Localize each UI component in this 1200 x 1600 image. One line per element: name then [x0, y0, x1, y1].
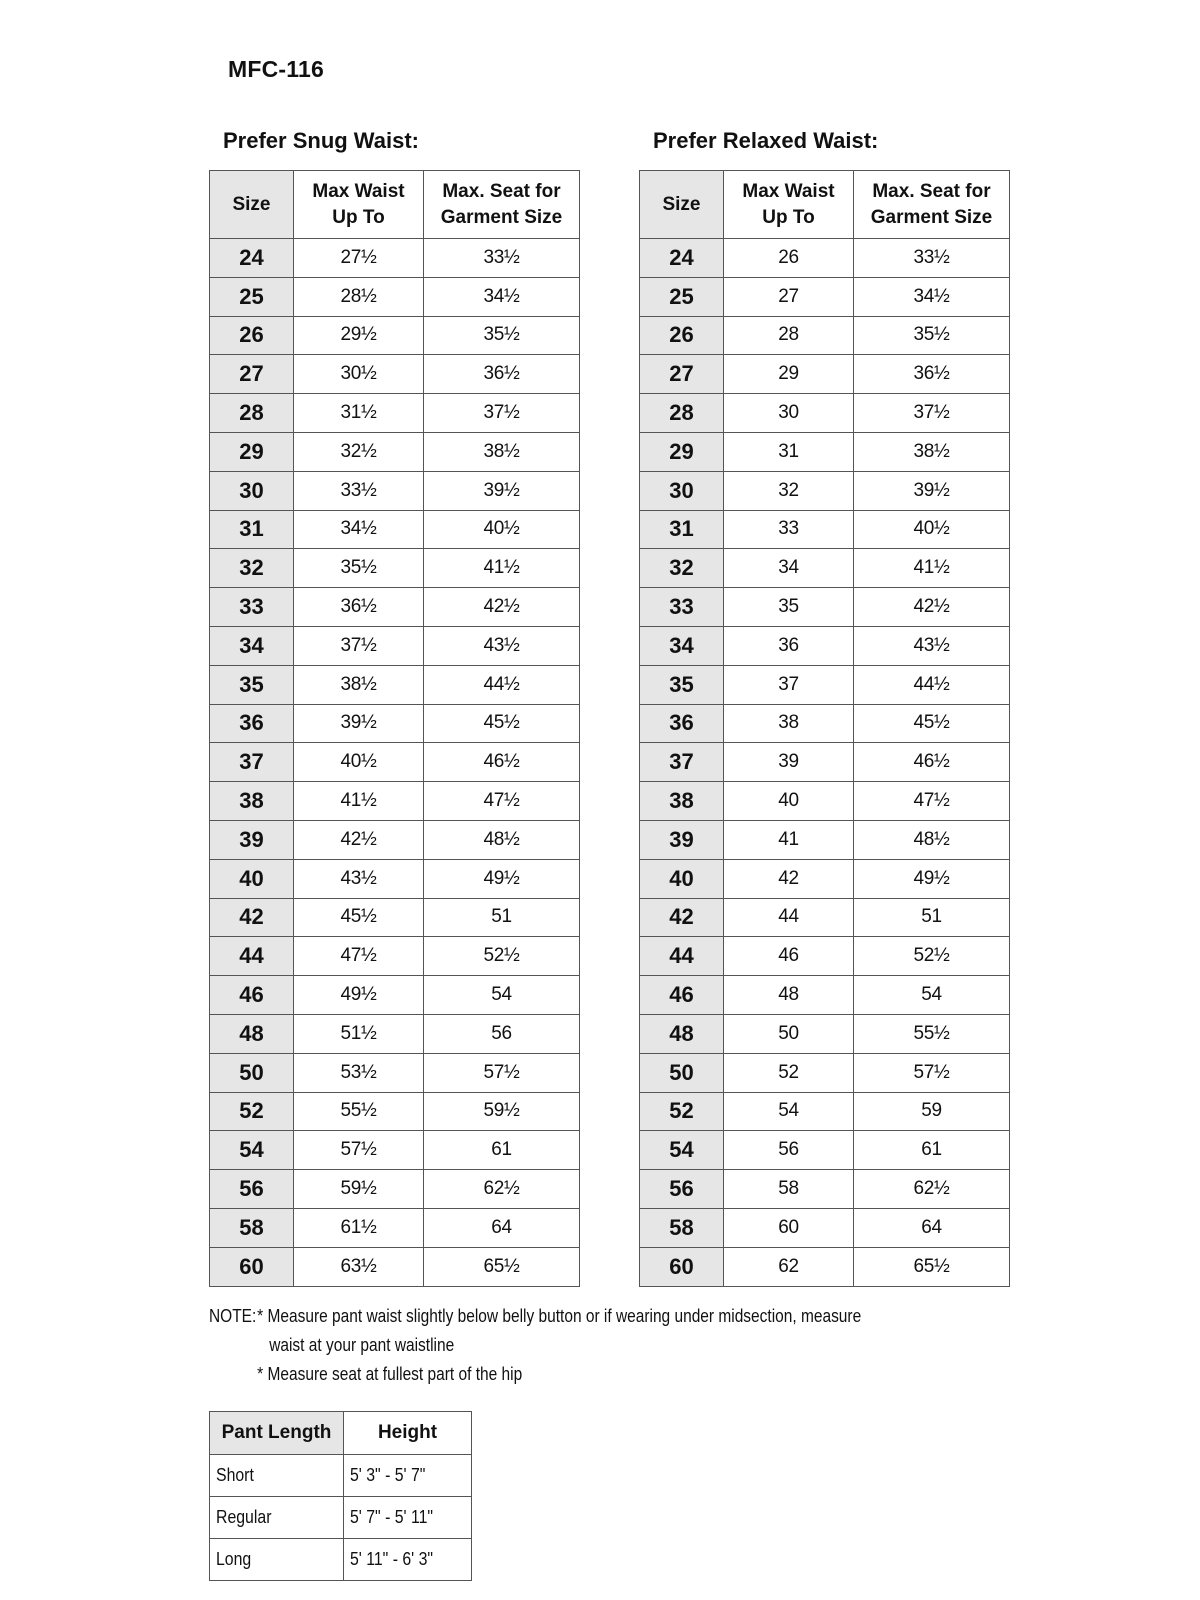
max-waist-cell: 45½ [294, 898, 424, 937]
max-seat-cell: 54 [424, 976, 580, 1015]
pant-length-cell [210, 1539, 344, 1581]
size-cell: 25 [640, 277, 724, 316]
relaxed-table-body [640, 239, 1010, 1287]
max-seat-cell: 55½ [854, 1014, 1010, 1053]
table-row [210, 665, 580, 704]
table-row [640, 1208, 1010, 1247]
max-waist-cell: 57½ [294, 1131, 424, 1170]
height-cell [344, 1539, 472, 1581]
table-row [210, 898, 580, 937]
max-waist-cell: 52 [724, 1053, 854, 1092]
max-seat-cell: 38½ [854, 432, 1010, 471]
table-row [210, 549, 580, 588]
note-item-seat: * Measure seat at fullest part of the hip [257, 1364, 523, 1384]
max-waist-cell: 35 [724, 588, 854, 627]
table-row [640, 1053, 1010, 1092]
max-seat-cell: 40½ [854, 510, 1010, 549]
table-row [210, 432, 580, 471]
table-row [640, 588, 1010, 627]
max-seat-cell: 39½ [424, 471, 580, 510]
max-seat-cell: 59½ [424, 1092, 580, 1131]
pant-length-cell [210, 1497, 344, 1539]
size-cell: 39 [210, 820, 294, 859]
max-seat-cell: 40½ [424, 510, 580, 549]
max-waist-cell: 55½ [294, 1092, 424, 1131]
height-cell [344, 1497, 472, 1539]
max-waist-cell: 48 [724, 976, 854, 1015]
table-row [640, 510, 1010, 549]
size-cell: 39 [640, 820, 724, 859]
max-waist-cell: 43½ [294, 859, 424, 898]
max-waist-cell: 27 [724, 277, 854, 316]
height-cell-text: 5' 3" - 5' 7" [350, 1465, 426, 1485]
table-row [640, 898, 1010, 937]
max-seat-cell: 44½ [854, 665, 1010, 704]
pant-length-body [210, 1455, 472, 1581]
max-waist-cell: 27½ [294, 239, 424, 278]
table-row [210, 1497, 472, 1539]
max-seat-cell: 57½ [854, 1053, 1010, 1092]
table-row [640, 704, 1010, 743]
size-cell: 34 [210, 626, 294, 665]
size-cell: 26 [640, 316, 724, 355]
pant-length-cell-text: Long [216, 1549, 252, 1569]
max-waist-cell: 39½ [294, 704, 424, 743]
max-waist-cell: 49½ [294, 976, 424, 1015]
size-cell: 48 [640, 1014, 724, 1053]
max-seat-cell: 42½ [854, 588, 1010, 627]
max-seat-cell: 65½ [854, 1247, 1010, 1286]
max-waist-cell: 32 [724, 471, 854, 510]
max-waist-header-line1: Max Waist [742, 180, 835, 202]
size-cell: 60 [640, 1247, 724, 1286]
size-cell: 37 [640, 743, 724, 782]
size-cell: 60 [210, 1247, 294, 1286]
table-header-row [640, 171, 1010, 239]
size-cell: 52 [640, 1092, 724, 1131]
max-waist-cell: 29½ [294, 316, 424, 355]
table-row [640, 471, 1010, 510]
table-row [210, 1053, 580, 1092]
max-waist-cell: 37½ [294, 626, 424, 665]
size-cell: 32 [640, 549, 724, 588]
max-waist-cell: 35½ [294, 549, 424, 588]
size-cell: 36 [640, 704, 724, 743]
max-seat-cell: 46½ [854, 743, 1010, 782]
table-row [640, 432, 1010, 471]
pant-length-cell [210, 1455, 344, 1497]
table-row [640, 316, 1010, 355]
max-waist-header [724, 171, 854, 239]
max-seat-cell: 48½ [424, 820, 580, 859]
size-cell: 56 [210, 1170, 294, 1209]
max-waist-header-line1: Max Waist [312, 180, 405, 202]
table-row [210, 976, 580, 1015]
max-seat-cell: 33½ [854, 239, 1010, 278]
table-row [640, 1131, 1010, 1170]
snug-waist-title: Prefer Snug Waist: [223, 128, 419, 153]
table-row [640, 239, 1010, 278]
max-waist-cell: 53½ [294, 1053, 424, 1092]
pant-length-cell-text: Short [216, 1465, 254, 1485]
table-row [210, 1170, 580, 1209]
max-waist-cell: 44 [724, 898, 854, 937]
max-seat-cell: 61 [424, 1131, 580, 1170]
table-header-row [210, 171, 580, 239]
size-cell: 44 [640, 937, 724, 976]
max-waist-cell: 41½ [294, 782, 424, 821]
table-header-row [210, 1412, 472, 1455]
max-seat-cell: 62½ [854, 1170, 1010, 1209]
size-cell: 27 [640, 355, 724, 394]
max-waist-cell: 60 [724, 1208, 854, 1247]
max-seat-cell: 45½ [424, 704, 580, 743]
max-seat-cell: 56 [424, 1014, 580, 1053]
height-cell [344, 1455, 472, 1497]
max-seat-cell: 65½ [424, 1247, 580, 1286]
note-label: NOTE: [209, 1306, 257, 1326]
table-row [210, 510, 580, 549]
table-row [210, 277, 580, 316]
size-cell: 24 [640, 239, 724, 278]
size-cell: 34 [640, 626, 724, 665]
measurement-note [209, 1302, 897, 1389]
max-seat-cell: 35½ [854, 316, 1010, 355]
max-waist-cell: 28½ [294, 277, 424, 316]
table-row [640, 1247, 1010, 1286]
max-seat-cell: 43½ [424, 626, 580, 665]
max-waist-cell: 28 [724, 316, 854, 355]
height-cell-text: 5' 11" - 6' 3" [350, 1549, 434, 1569]
size-cell: 28 [640, 394, 724, 433]
max-waist-cell: 34 [724, 549, 854, 588]
max-seat-cell: 61 [854, 1131, 1010, 1170]
max-waist-cell: 50 [724, 1014, 854, 1053]
size-header: Size [640, 171, 724, 239]
max-seat-cell: 52½ [854, 937, 1010, 976]
max-seat-cell: 41½ [854, 549, 1010, 588]
size-cell: 44 [210, 937, 294, 976]
note-item-waist: * Measure pant waist slightly below belly button or if wearing under midsection, measure waist at your pant waistline [257, 1306, 862, 1355]
relaxed-waist-title: Prefer Relaxed Waist: [653, 128, 879, 153]
size-cell: 46 [210, 976, 294, 1015]
max-waist-cell: 62 [724, 1247, 854, 1286]
table-row [210, 1131, 580, 1170]
max-waist-cell: 42 [724, 859, 854, 898]
max-seat-cell: 46½ [424, 743, 580, 782]
max-seat-cell: 38½ [424, 432, 580, 471]
size-cell: 31 [210, 510, 294, 549]
max-waist-cell: 56 [724, 1131, 854, 1170]
size-cell: 56 [640, 1170, 724, 1209]
table-row [210, 316, 580, 355]
size-cell: 58 [210, 1208, 294, 1247]
table-row [210, 1208, 580, 1247]
max-waist-cell: 58 [724, 1170, 854, 1209]
max-seat-header-line2: Garment Size [440, 206, 563, 228]
size-cell: 28 [210, 394, 294, 433]
max-seat-cell: 37½ [854, 394, 1010, 433]
max-waist-cell: 47½ [294, 937, 424, 976]
size-cell: 54 [210, 1131, 294, 1170]
max-waist-cell: 30½ [294, 355, 424, 394]
max-seat-cell: 64 [424, 1208, 580, 1247]
max-seat-cell: 34½ [854, 277, 1010, 316]
size-cell: 26 [210, 316, 294, 355]
max-waist-cell: 31½ [294, 394, 424, 433]
table-row [640, 1014, 1010, 1053]
max-waist-cell: 38½ [294, 665, 424, 704]
max-seat-cell: 42½ [424, 588, 580, 627]
size-cell: 31 [640, 510, 724, 549]
max-seat-cell: 35½ [424, 316, 580, 355]
snug-table-body [210, 239, 580, 1287]
max-waist-cell: 37 [724, 665, 854, 704]
size-cell: 27 [210, 355, 294, 394]
table-row [210, 743, 580, 782]
max-waist-cell: 61½ [294, 1208, 424, 1247]
max-seat-cell: 51 [424, 898, 580, 937]
max-seat-header-line1: Max. Seat for [442, 180, 561, 202]
size-cell: 32 [210, 549, 294, 588]
max-seat-cell: 34½ [424, 277, 580, 316]
size-header: Size [210, 171, 294, 239]
table-row [640, 1092, 1010, 1131]
max-seat-cell: 47½ [854, 782, 1010, 821]
table-row [640, 976, 1010, 1015]
max-waist-cell: 39 [724, 743, 854, 782]
max-seat-cell: 57½ [424, 1053, 580, 1092]
max-waist-cell: 26 [724, 239, 854, 278]
pant-length-cell-text: Regular [216, 1507, 272, 1527]
max-waist-header [294, 171, 424, 239]
max-seat-cell: 36½ [854, 355, 1010, 394]
max-waist-cell: 29 [724, 355, 854, 394]
max-seat-header-line2: Garment Size [870, 206, 993, 228]
table-row [210, 820, 580, 859]
size-cell: 50 [640, 1053, 724, 1092]
table-row [210, 355, 580, 394]
snug-waist-table [209, 170, 580, 1287]
height-header: Height [344, 1412, 472, 1455]
max-seat-cell: 59 [854, 1092, 1010, 1131]
table-row [640, 782, 1010, 821]
max-waist-cell: 40 [724, 782, 854, 821]
table-row [640, 937, 1010, 976]
size-cell: 50 [210, 1053, 294, 1092]
max-seat-cell: 37½ [424, 394, 580, 433]
size-cell: 48 [210, 1014, 294, 1053]
table-row [210, 1247, 580, 1286]
table-row [640, 549, 1010, 588]
size-cell: 40 [210, 859, 294, 898]
max-waist-cell: 36½ [294, 588, 424, 627]
max-waist-cell: 36 [724, 626, 854, 665]
table-row [210, 626, 580, 665]
table-row [210, 1539, 472, 1581]
max-waist-cell: 46 [724, 937, 854, 976]
size-cell: 58 [640, 1208, 724, 1247]
max-seat-header-line1: Max. Seat for [872, 180, 991, 202]
table-row [210, 588, 580, 627]
table-row [210, 1455, 472, 1497]
table-row [210, 471, 580, 510]
max-seat-header [424, 171, 580, 239]
size-cell: 33 [640, 588, 724, 627]
max-seat-cell: 41½ [424, 549, 580, 588]
max-waist-cell: 34½ [294, 510, 424, 549]
size-cell: 38 [640, 782, 724, 821]
max-seat-cell: 44½ [424, 665, 580, 704]
max-waist-cell: 42½ [294, 820, 424, 859]
max-seat-cell: 45½ [854, 704, 1010, 743]
max-seat-cell: 64 [854, 1208, 1010, 1247]
max-seat-cell: 51 [854, 898, 1010, 937]
size-cell: 36 [210, 704, 294, 743]
max-seat-cell: 33½ [424, 239, 580, 278]
size-cell: 46 [640, 976, 724, 1015]
size-cell: 33 [210, 588, 294, 627]
table-row [640, 277, 1010, 316]
table-row [210, 704, 580, 743]
size-cell: 30 [640, 471, 724, 510]
table-row [640, 355, 1010, 394]
max-waist-header-line2: Up To [762, 206, 815, 228]
max-waist-cell: 54 [724, 1092, 854, 1131]
size-cell: 35 [640, 665, 724, 704]
max-waist-cell: 41 [724, 820, 854, 859]
max-seat-cell: 36½ [424, 355, 580, 394]
max-seat-header [854, 171, 1010, 239]
max-waist-cell: 40½ [294, 743, 424, 782]
height-cell-text: 5' 7" - 5' 11" [350, 1507, 434, 1527]
size-cell: 29 [640, 432, 724, 471]
max-waist-cell: 32½ [294, 432, 424, 471]
max-waist-cell: 31 [724, 432, 854, 471]
table-row [640, 743, 1010, 782]
max-seat-cell: 54 [854, 976, 1010, 1015]
max-seat-cell: 52½ [424, 937, 580, 976]
pant-length-header: Pant Length [210, 1412, 344, 1455]
max-waist-cell: 38 [724, 704, 854, 743]
table-row [640, 820, 1010, 859]
table-row [640, 1170, 1010, 1209]
size-cell: 38 [210, 782, 294, 821]
max-seat-cell: 47½ [424, 782, 580, 821]
size-cell: 30 [210, 471, 294, 510]
max-waist-header-line2: Up To [332, 206, 385, 228]
size-cell: 54 [640, 1131, 724, 1170]
table-row [640, 859, 1010, 898]
max-waist-cell: 51½ [294, 1014, 424, 1053]
table-row [210, 859, 580, 898]
max-seat-cell: 49½ [854, 859, 1010, 898]
table-row [210, 1014, 580, 1053]
max-seat-cell: 48½ [854, 820, 1010, 859]
max-seat-cell: 43½ [854, 626, 1010, 665]
table-row [640, 626, 1010, 665]
table-row [640, 665, 1010, 704]
size-cell: 52 [210, 1092, 294, 1131]
max-waist-cell: 63½ [294, 1247, 424, 1286]
size-cell: 35 [210, 665, 294, 704]
size-cell: 42 [640, 898, 724, 937]
pant-length-table [209, 1411, 472, 1581]
max-seat-cell: 39½ [854, 471, 1010, 510]
table-row [210, 782, 580, 821]
size-cell: 24 [210, 239, 294, 278]
max-seat-cell: 62½ [424, 1170, 580, 1209]
size-cell: 42 [210, 898, 294, 937]
size-cell: 40 [640, 859, 724, 898]
max-seat-cell: 49½ [424, 859, 580, 898]
table-row [210, 394, 580, 433]
size-cell: 37 [210, 743, 294, 782]
relaxed-waist-table [639, 170, 1010, 1287]
size-cell: 29 [210, 432, 294, 471]
table-row [210, 937, 580, 976]
max-waist-cell: 59½ [294, 1170, 424, 1209]
max-waist-cell: 33½ [294, 471, 424, 510]
table-row [210, 1092, 580, 1131]
model-code: MFC-116 [228, 56, 324, 82]
max-waist-cell: 30 [724, 394, 854, 433]
table-row [210, 239, 580, 278]
table-row [640, 394, 1010, 433]
size-cell: 25 [210, 277, 294, 316]
max-waist-cell: 33 [724, 510, 854, 549]
